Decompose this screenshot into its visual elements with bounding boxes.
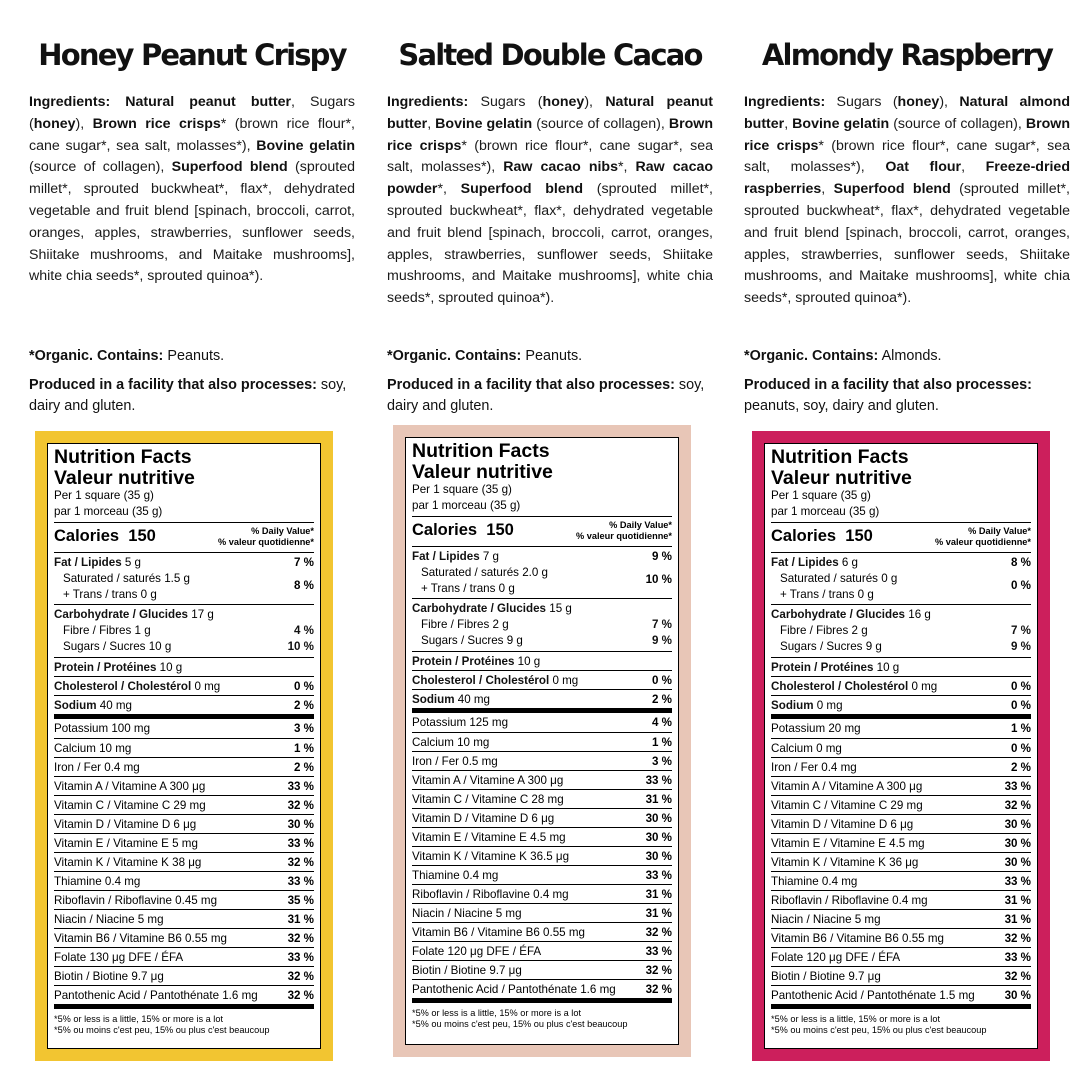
micronutrient-row: Niacin / Niacine 5 mg 31 %: [412, 903, 672, 922]
micronutrient-row: Iron / Fer 0.4 mg 2 %: [54, 757, 314, 776]
serving-size-en: Per 1 square (35 g): [771, 489, 871, 502]
daily-value-footnote: *5% or less is a little, 15% or more is a lot *5% ou moins c'est peu, 15% ou plus c'est beaucoup: [54, 1004, 314, 1036]
daily-value-header: % Daily Value* % valeur quotidienne*: [576, 520, 672, 541]
nutrition-facts-table: [47, 443, 321, 1049]
cholesterol-row: Cholesterol / Cholestérol 0 mg 0 %: [771, 676, 1031, 695]
nf-title-fr: Valeur nutritive: [771, 466, 912, 489]
facility-statement: Produced in a facility that also processes: peanuts, soy, dairy and gluten.: [744, 377, 1032, 414]
micronutrient-row: Riboflavin / Riboflavine 0.45 mg 35 %: [54, 890, 314, 909]
micronutrient-row: Potassium 100 mg 3 %: [54, 722, 314, 735]
nf-title-fr: Valeur nutritive: [54, 466, 195, 489]
protein-row: Protein / Protéines 10 g: [412, 651, 672, 670]
facility-statement: Produced in a facility that also processes: soy, dairy and gluten.: [29, 377, 347, 414]
carbohydrate-group: Carbohydrate / Glucides 15 g Fibre / Fibres 2 g 7 % Sugars / Sucres 9 g 9 %: [412, 598, 672, 651]
calories-value: 150: [845, 527, 873, 545]
fat-group: Fat / Lipides 5 g 7 % Saturated / saturés 1.5 g + Trans / trans 0 g 8 %: [54, 552, 314, 604]
daily-value-header: % Daily Value* % valeur quotidienne*: [218, 526, 314, 547]
product-title: Salted Double Cacao: [398, 38, 702, 72]
micronutrient-row: Vitamin E / Vitamine E 4.5 mg 30 %: [771, 833, 1031, 852]
nutrition-facts-table: [405, 437, 679, 1045]
micronutrient-row: Biotin / Biotine 9.7 μg 32 %: [54, 966, 314, 985]
micronutrient-row: Riboflavin / Riboflavine 0.4 mg 31 %: [412, 884, 672, 903]
daily-value-header: % Daily Value* % valeur quotidienne*: [935, 526, 1031, 547]
micronutrient-row: Vitamin C / Vitamine C 28 mg 31 %: [412, 789, 672, 808]
micronutrient-list: [412, 708, 672, 998]
fat-group: Fat / Lipides 6 g 8 % Saturated / saturés 0 g + Trans / trans 0 g 0 %: [771, 552, 1031, 604]
calories-row: [54, 522, 314, 552]
nf-title-en: Nutrition Facts: [771, 446, 909, 468]
micronutrient-row: Thiamine 0.4 mg 33 %: [771, 871, 1031, 890]
micronutrient-row: Potassium 20 mg 1 %: [771, 722, 1031, 735]
serving-size-fr: par 1 morceau (35 g): [412, 498, 521, 512]
nf-title-fr: Valeur nutritive: [412, 460, 553, 483]
serving-size-fr: par 1 morceau (35 g): [771, 504, 880, 518]
micronutrient-row: Pantothenic Acid / Pantothénate 1.5 mg 30 %: [771, 985, 1031, 1004]
allergen-statement: *Organic. Contains: Almonds.: [744, 348, 942, 364]
sodium-row: Sodium 0 mg 0 %: [771, 695, 1031, 714]
calories-value: 150: [128, 527, 156, 545]
micronutrient-row: Calcium 0 mg 0 %: [771, 738, 1031, 757]
nf-title-en: Nutrition Facts: [412, 440, 550, 462]
nutrition-panel-frame: [393, 425, 691, 1057]
micronutrient-row: Vitamin B6 / Vitamine B6 0.55 mg 32 %: [412, 922, 672, 941]
protein-row: Protein / Protéines 10 g: [771, 657, 1031, 676]
micronutrient-row: Pantothenic Acid / Pantothénate 1.6 mg 32 %: [412, 979, 672, 998]
micronutrient-row: Vitamin B6 / Vitamine B6 0.55 mg 32 %: [771, 928, 1031, 947]
micronutrient-row: Folate 120 μg DFE / ÉFA 33 %: [771, 947, 1031, 966]
micronutrient-row: Pantothenic Acid / Pantothénate 1.6 mg 32 %: [54, 985, 314, 1004]
micronutrient-row: Vitamin B6 / Vitamine B6 0.55 mg 32 %: [54, 928, 314, 947]
carbohydrate-group: Carbohydrate / Glucides 17 g Fibre / Fibres 1 g 4 % Sugars / Sucres 10 g 10 %: [54, 604, 314, 657]
micronutrient-row: Vitamin C / Vitamine C 29 mg 32 %: [771, 795, 1031, 814]
protein-row: Protein / Protéines 10 g: [54, 657, 314, 676]
micronutrient-row: Thiamine 0.4 mg 33 %: [54, 871, 314, 890]
allergen-statement: *Organic. Contains: Peanuts.: [387, 348, 583, 364]
micronutrient-row: Vitamin K / Vitamine K 36.5 μg 30 %: [412, 846, 672, 865]
micronutrient-row: Vitamin E / Vitamine E 5 mg 33 %: [54, 833, 314, 852]
micronutrient-row: Potassium 125 mg 4 %: [412, 716, 672, 729]
micronutrient-row: Calcium 10 mg 1 %: [54, 738, 314, 757]
ingredients-text: Ingredients: Sugars (honey), Natural almond butter, Bovine gelatin (source of collagen), Brown rice crisps* (brown rice flour*, cane sugar*, sea salt, molasses*), Oat flour, Freeze-dried raspberries, Superfood blend (sprouted millet*, sprouted buckwheat*, flax*, dehydrated vegetable and fruit blend [spinach, broccoli, carrot, oranges, apples, strawberries, sunflower seeds, Shiitake mushrooms, and Maitake mushrooms], white chia seeds*, sprouted quinoa*).: [744, 94, 1070, 307]
product-title: Almondy Raspberry: [761, 38, 1053, 72]
serving-size-en: Per 1 square (35 g): [54, 489, 154, 502]
micronutrient-row: Vitamin D / Vitamine D 6 μg 30 %: [771, 814, 1031, 833]
micronutrient-row: Iron / Fer 0.4 mg 2 %: [771, 757, 1031, 776]
calories-label: Calories: [771, 527, 837, 545]
product-title: Honey Peanut Crispy: [38, 38, 346, 72]
serving-size-en: Per 1 square (35 g): [412, 483, 512, 496]
sodium-row: Sodium 40 mg 2 %: [54, 695, 314, 714]
micronutrient-row: Vitamin K / Vitamine K 36 μg 30 %: [771, 852, 1031, 871]
nutrition-panel-frame: [35, 431, 333, 1061]
ingredients-text: Ingredients: Sugars (honey), Natural peanut butter, Bovine gelatin (source of collagen), Brown rice crisps* (brown rice flour*, cane sugar*, sea salt, molasses*), Raw cacao nibs*, Raw cacao powder*, Superfood blend (sprouted millet*, sprouted buckwheat*, flax*, dehydrated vegetable and fruit blend [spinach, broccoli, carrot, oranges, apples, strawberries, sunflower seeds, Shiitake mushrooms, and Maitake mushrooms], white chia seeds*, sprouted quinoa*).: [387, 94, 714, 307]
nutrition-panel-frame: [752, 431, 1050, 1061]
micronutrient-row: Folate 120 μg DFE / ÉFA 33 %: [412, 941, 672, 960]
micronutrient-row: Vitamin D / Vitamine D 6 μg 30 %: [412, 808, 672, 827]
micronutrient-row: Niacin / Niacine 5 mg 31 %: [771, 909, 1031, 928]
micronutrient-row: Niacin / Niacine 5 mg 31 %: [54, 909, 314, 928]
micronutrient-row: Iron / Fer 0.5 mg 3 %: [412, 751, 672, 770]
nf-title-en: Nutrition Facts: [54, 446, 192, 468]
daily-value-footnote: *5% or less is a little, 15% or more is a lot *5% ou moins c'est peu, 15% ou plus c'est beaucoup: [412, 998, 672, 1030]
micronutrient-row: Biotin / Biotine 9.7 μg 32 %: [412, 960, 672, 979]
micronutrient-row: Vitamin A / Vitamine A 300 μg 33 %: [771, 776, 1031, 795]
cholesterol-row: Cholesterol / Cholestérol 0 mg 0 %: [54, 676, 314, 695]
micronutrient-row: Folate 130 μg DFE / ÉFA 33 %: [54, 947, 314, 966]
micronutrient-row: Biotin / Biotine 9.7 μg 32 %: [771, 966, 1031, 985]
daily-value-footnote: *5% or less is a little, 15% or more is a lot *5% ou moins c'est peu, 15% ou plus c'est beaucoup: [771, 1004, 1031, 1036]
fat-group: Fat / Lipides 7 g 9 % Saturated / saturés 2.0 g + Trans / trans 0 g 10 %: [412, 546, 672, 598]
calories-label: Calories: [412, 521, 478, 539]
micronutrient-row: Calcium 10 mg 1 %: [412, 732, 672, 751]
allergen-statement: *Organic. Contains: Peanuts.: [29, 348, 225, 364]
calories-value: 150: [486, 521, 514, 539]
micronutrient-row: Vitamin D / Vitamine D 6 μg 30 %: [54, 814, 314, 833]
nutrition-facts-table: [764, 443, 1038, 1049]
micronutrient-row: Thiamine 0.4 mg 33 %: [412, 865, 672, 884]
micronutrient-row: Vitamin A / Vitamine A 300 μg 33 %: [54, 776, 314, 795]
micronutrient-row: Vitamin E / Vitamine E 4.5 mg 30 %: [412, 827, 672, 846]
cholesterol-row: Cholesterol / Cholestérol 0 mg 0 %: [412, 670, 672, 689]
micronutrient-list: [771, 714, 1031, 1004]
micronutrient-row: Vitamin K / Vitamine K 38 μg 32 %: [54, 852, 314, 871]
micronutrient-row: Vitamin C / Vitamine C 29 mg 32 %: [54, 795, 314, 814]
micronutrient-list: [54, 714, 314, 1004]
serving-size-fr: par 1 morceau (35 g): [54, 504, 163, 518]
calories-row: [412, 516, 672, 546]
calories-label: Calories: [54, 527, 120, 545]
micronutrient-row: Riboflavin / Riboflavine 0.4 mg 31 %: [771, 890, 1031, 909]
ingredients-text: Ingredients: Natural peanut butter, Sugars (honey), Brown rice crisps* (brown rice flour*, cane sugar*, sea salt, molasses*), Bovine gelatin (source of collagen), Superfood blend (sprouted millet*, sprouted buckwheat*, flax*, dehydrated vegetable and fruit blend [spinach, broccoli, carrot, oranges, apples, strawberries, sunflower seeds, Shiitake mushrooms, and Maitake mushrooms], white chia seeds*, sprouted quinoa*).: [29, 94, 355, 285]
carbohydrate-group: Carbohydrate / Glucides 16 g Fibre / Fibres 2 g 7 % Sugars / Sucres 9 g 9 %: [771, 604, 1031, 657]
micronutrient-row: Vitamin A / Vitamine A 300 μg 33 %: [412, 770, 672, 789]
facility-statement: Produced in a facility that also processes: soy, dairy and gluten.: [387, 377, 705, 414]
calories-row: [771, 522, 1031, 552]
sodium-row: Sodium 40 mg 2 %: [412, 689, 672, 708]
